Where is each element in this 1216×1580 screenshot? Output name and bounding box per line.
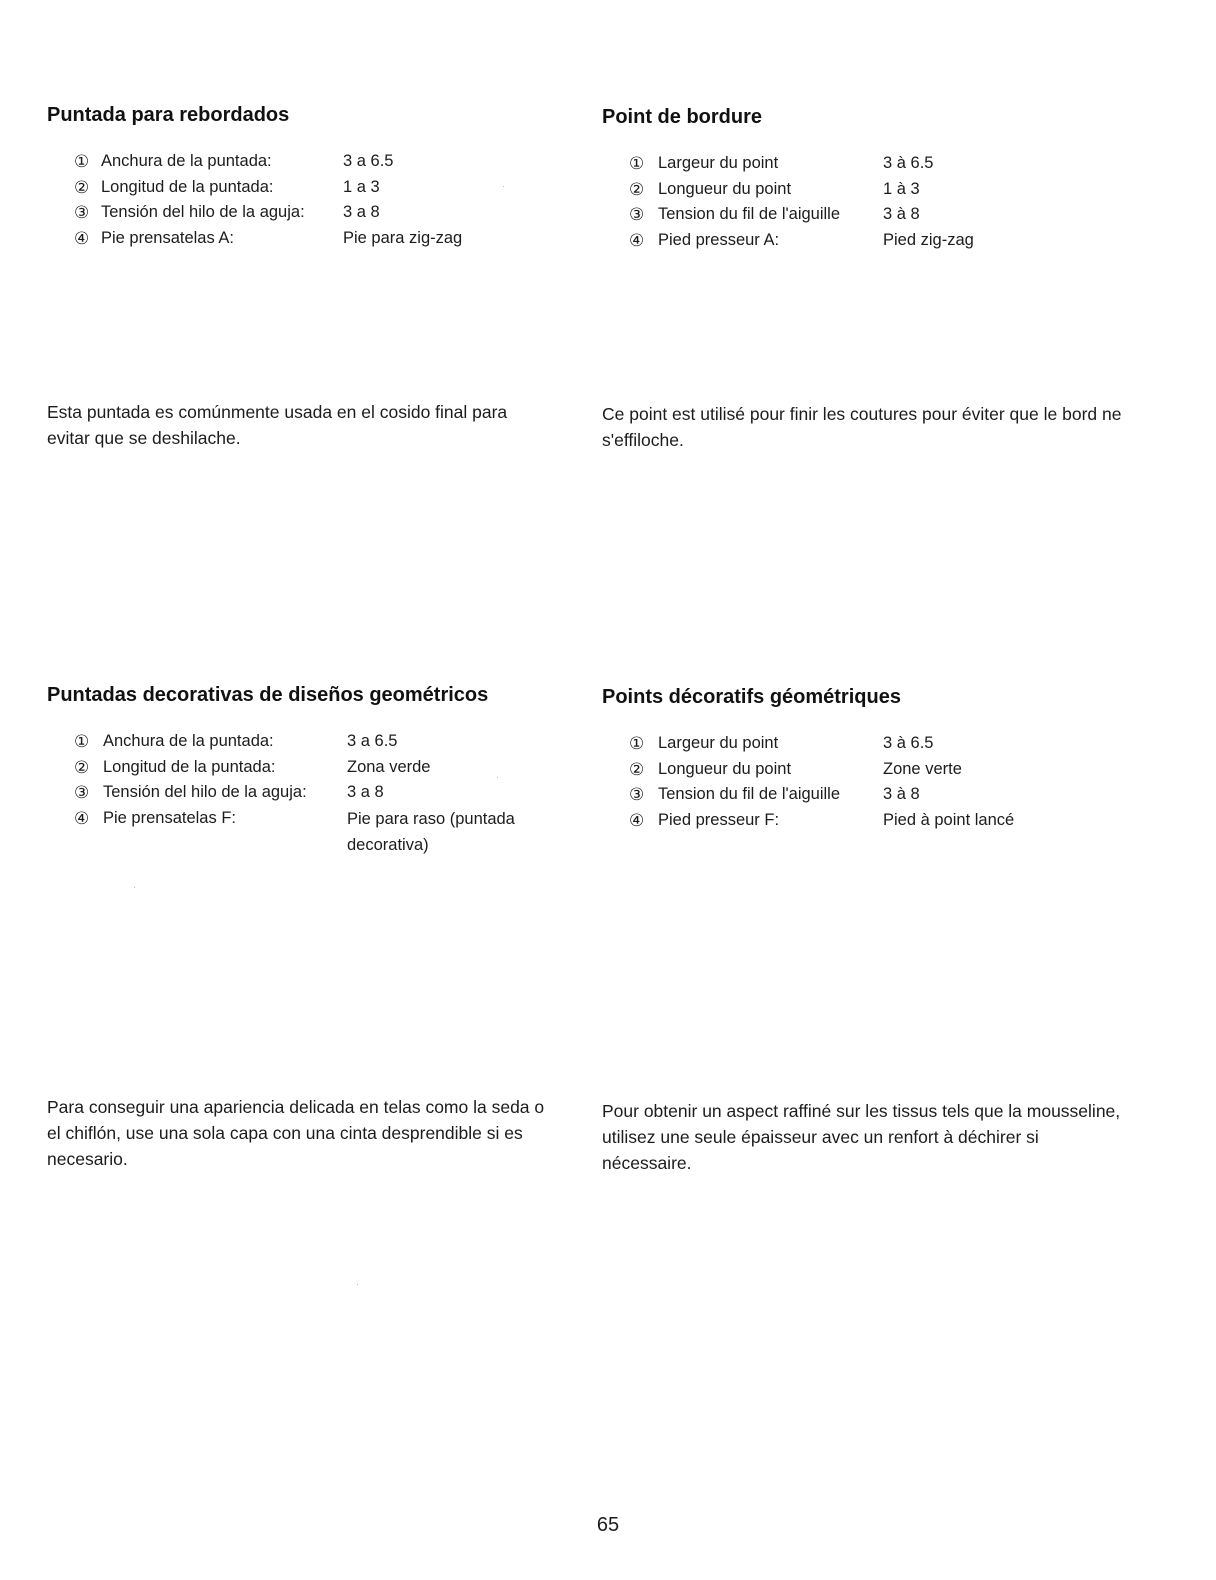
setting-value: 3 à 6.5	[883, 734, 934, 752]
setting-label: Anchura de la puntada:	[101, 152, 272, 170]
number-1-icon: ①	[74, 732, 90, 751]
setting-value: 3 a 6.5	[347, 732, 398, 750]
number-3-icon: ③	[629, 785, 645, 804]
scan-speck	[503, 186, 504, 187]
number-1-icon: ①	[629, 154, 645, 173]
settings-row	[602, 151, 1142, 177]
number-2-icon: ②	[74, 177, 90, 197]
setting-label: Longitud de la puntada:	[101, 177, 274, 196]
setting-label: Pied presseur A:	[658, 230, 780, 249]
settings-row	[47, 780, 587, 806]
settings-row	[47, 175, 567, 201]
number-2-icon: ②	[629, 179, 645, 199]
number-1-icon: ①	[629, 734, 645, 753]
settings-row	[47, 149, 567, 175]
section-fr-bordure	[602, 106, 1142, 253]
scan-speck	[497, 777, 498, 778]
setting-label: Longitud de la puntada:	[103, 757, 276, 776]
page-number: 65	[596, 1514, 620, 1536]
section-title: Puntada para rebordados	[47, 104, 290, 126]
setting-label: Largeur du point	[658, 154, 779, 172]
setting-label: Anchura de la puntada:	[103, 732, 274, 750]
setting-label: Tension du fil de l'aiguille	[658, 205, 841, 223]
section-paragraph: Para conseguir una apariencia delicada en telas como la seda o el chiflón, use una sola capa con una cinta desprendible si es necesario.	[47, 1097, 545, 1169]
setting-value: Zona verde	[347, 757, 431, 776]
settings-list	[47, 149, 567, 251]
setting-value: 3 a 8	[343, 203, 380, 221]
settings-list	[47, 729, 587, 858]
setting-label: Longueur du point	[658, 759, 792, 778]
scan-speck	[357, 1284, 358, 1285]
setting-value: Pie para zig-zag	[343, 228, 463, 247]
section-es-rebordados	[47, 104, 567, 251]
setting-value: 3 à 8	[883, 205, 920, 223]
setting-value: 3 à 8	[883, 785, 920, 803]
section-es-decorativas	[47, 684, 587, 858]
settings-row	[602, 177, 1142, 203]
number-4-icon: ④	[629, 230, 645, 250]
setting-label: Tension du fil de l'aiguille	[658, 785, 841, 803]
section-paragraph: Pour obtenir un aspect raffiné sur les tissus tels que la mousseline, utilisez une seule épaisseur avec un renfort à déchirer si nécessaire.	[602, 1101, 1121, 1173]
setting-value: 1 a 3	[343, 177, 380, 196]
settings-row	[602, 228, 1142, 254]
section-paragraph: Esta puntada es comúnmente usada en el cosido final para evitar que se deshilache.	[47, 402, 508, 448]
number-2-icon: ②	[74, 757, 90, 777]
setting-value: 3 à 6.5	[883, 154, 934, 172]
settings-row	[47, 729, 587, 755]
number-3-icon: ③	[74, 783, 90, 802]
setting-value: Zone verte	[883, 759, 962, 778]
number-4-icon: ④	[629, 810, 645, 830]
number-3-icon: ③	[74, 203, 90, 222]
setting-value: Pie para raso (puntada decorativa)	[347, 809, 515, 854]
section-paragraph: Ce point est utilisé pour finir les coutures pour éviter que le bord ne s'effiloche.	[602, 404, 1122, 450]
section-title: Points décoratifs géométriques	[602, 686, 901, 708]
scan-speck	[134, 887, 135, 888]
settings-row	[602, 202, 1142, 228]
setting-value: Pied à point lancé	[883, 810, 1015, 829]
setting-label: Pie prensatelas F:	[103, 808, 236, 827]
settings-list	[602, 151, 1142, 253]
number-3-icon: ③	[629, 205, 645, 224]
settings-row	[602, 731, 1142, 757]
setting-label: Tensión del hilo de la aguja:	[103, 783, 307, 801]
number-4-icon: ④	[74, 228, 90, 248]
section-fr-decoratifs	[602, 686, 1142, 833]
setting-value: 3 a 6.5	[343, 152, 394, 170]
settings-row	[47, 755, 587, 781]
setting-value: Pied zig-zag	[883, 230, 974, 249]
settings-row	[602, 808, 1142, 834]
number-2-icon: ②	[629, 759, 645, 779]
section-title: Point de bordure	[602, 106, 762, 128]
settings-row	[47, 806, 587, 858]
section-title: Puntadas decorativas de diseños geométricos	[47, 684, 489, 706]
setting-label: Longueur du point	[658, 179, 792, 198]
setting-value: 1 à 3	[883, 179, 920, 198]
setting-label: Pie prensatelas A:	[101, 228, 234, 247]
settings-row	[602, 782, 1142, 808]
settings-list	[602, 731, 1142, 833]
settings-row	[47, 226, 567, 252]
settings-row	[602, 757, 1142, 783]
settings-row	[47, 200, 567, 226]
number-4-icon: ④	[74, 808, 90, 828]
setting-value: 3 a 8	[347, 783, 384, 801]
setting-label: Largeur du point	[658, 734, 779, 752]
setting-label: Tensión del hilo de la aguja:	[101, 203, 305, 221]
setting-label: Pied presseur F:	[658, 810, 780, 829]
number-1-icon: ①	[74, 152, 90, 171]
